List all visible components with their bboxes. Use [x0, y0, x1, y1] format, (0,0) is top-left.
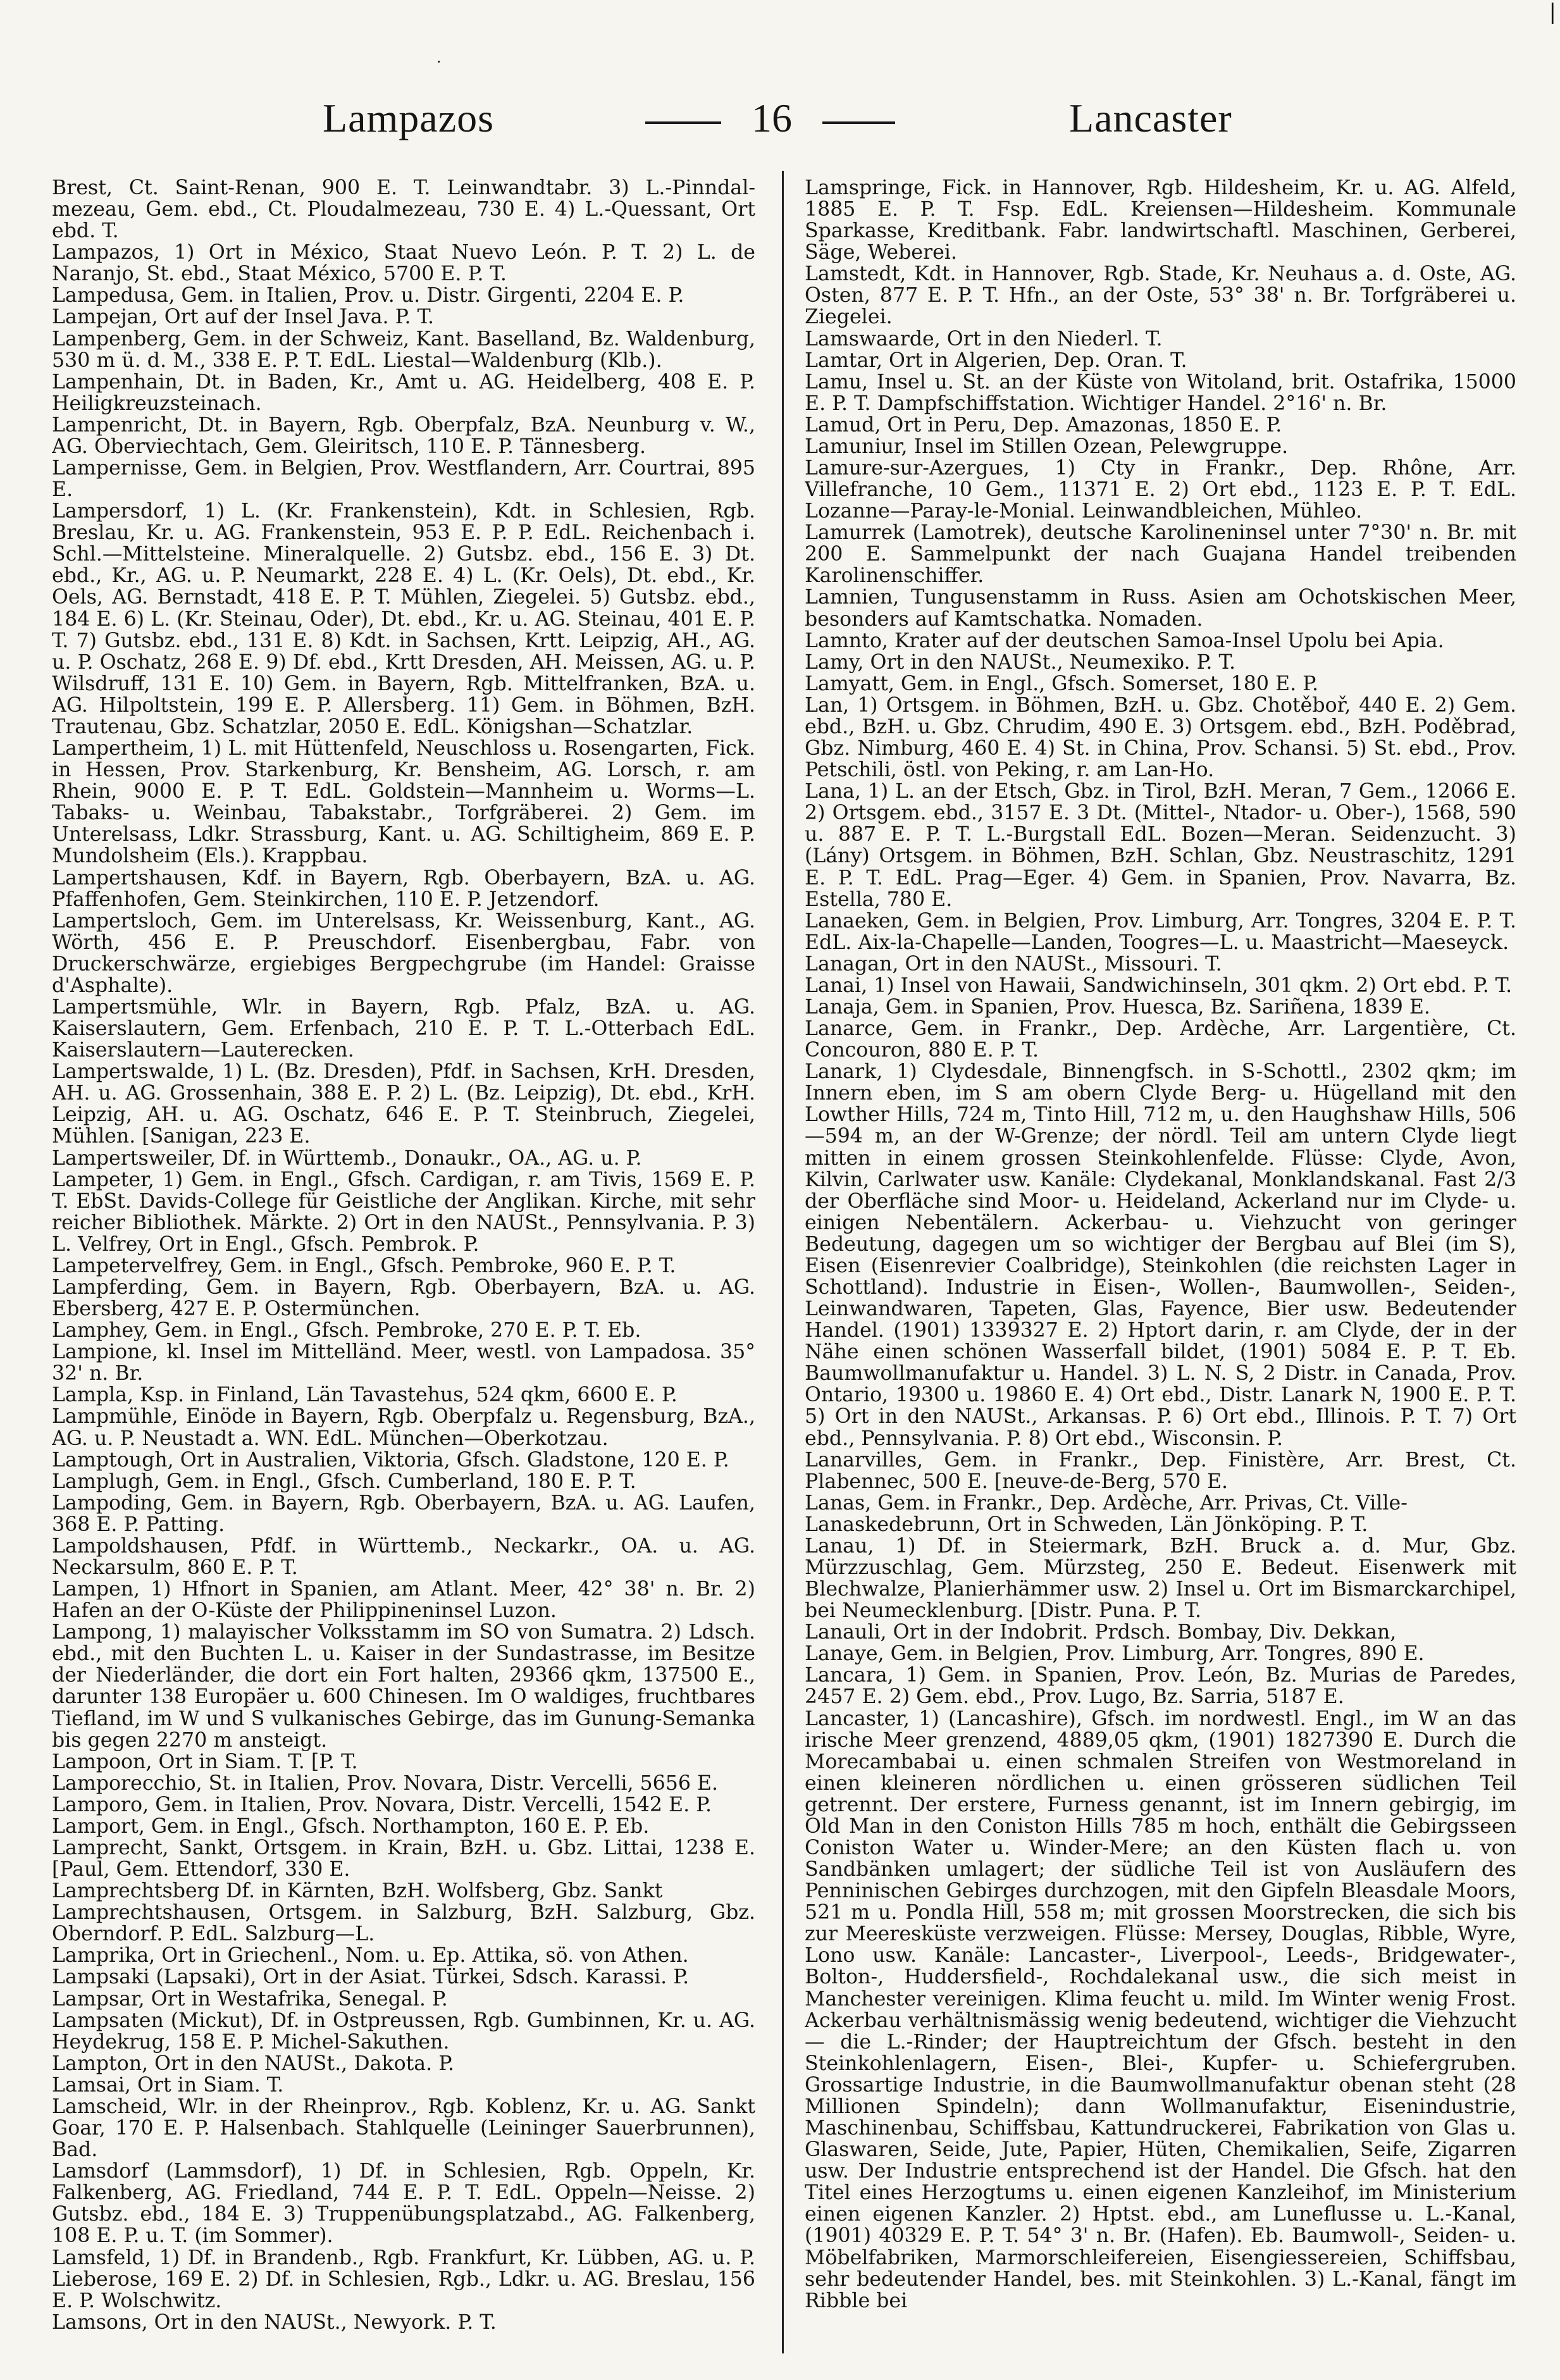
dictionary-entry: Lampla, Ksp. in Finland, Län Tavastehus, 524 qkm, 6600 E. P. — [52, 1384, 678, 1407]
dictionary-entry: Lamud, Ort in Peru, Dep. Amazonas, 1850 E. P. — [805, 413, 1282, 437]
dictionary-entry: Lamyatt, Gem. in Engl., Gfsch. Somerset, 180 E. P. — [805, 672, 1319, 695]
dictionary-entry: Lamnto, Krater auf der deutschen Samoa-Insel Upolu bei Apia. — [805, 629, 1444, 652]
dictionary-entry: Lampton, Ort in den NAUSt., Dakota. P. — [52, 2052, 455, 2075]
running-head-first-entry: Lampazos — [323, 96, 494, 140]
dictionary-entry: Lamnien, Tungusenstamm in Russ. Asien am Ochotskischen Meer, besonders auf Kamtschatka. Nomaden. — [805, 586, 1516, 631]
dictionary-entry: Lan, 1) Ortsgem. in Böhmen, BzH. u. Gbz. Chotěboř, 440 E. 2) Gem. ebd., BzH. u. Gbz. Chrudim, 490 E. 3) Ortsgem. ebd., BzH. Poděbrad, Gbz. Nimburg, 460 E. 4) St. in China, Prov. Schansi. 5) St. ebd., Prov. Petschili, östl. von Peking, r. am Lan-Ho. — [805, 693, 1516, 782]
dictionary-entry: Lanaye, Gem. in Belgien, Prov. Limburg, Arr. Tongres, 890 E. — [805, 1642, 1425, 1666]
dictionary-entry: Lampione, kl. Insel im Mittelländ. Meer, westl. von Lampadosa. 35° 32' n. Br. — [52, 1341, 755, 1385]
dictionary-entry: Lamporecchio, St. in Italien, Prov. Novara, Distr. Vercelli, 5656 E. — [52, 1771, 719, 1795]
dictionary-entry: Lampersdorf, 1) L. (Kr. Frankenstein), Kdt. in Schlesien, Rgb. Breslau, Kr. u. AG. Frankenstein, 953 E. P. P. EdL. Reichenbach i. Schl.—Mittelsteine. Mineralquelle. 2) Gutsbz. ebd., 156 E. 3) Dt. ebd., Kr., AG. u. P. Neumarkt, 228 E. 4) L. (Kr. Oels), Dt. ebd., Kr. Oels, AG. Bernstadt, 418 E. P. T. Mühlen, Ziegelei. 5) Gutsbz. ebd., 184 E. 6) L. (Kr. Steinau, Oder), Dt. ebd., Kr. u. AG. Steinau, 401 E. P. T. 7) Gutsbz. ebd., 131 E. 8) Kdt. in Sachsen, Krtt. Leipzig, AH., AG. u. P. Oschatz, 268 E. 9) Df. ebd., Krtt Dresden, AH. Meissen, AG. u. P. Wilsdruff, 131 E. 10) Gem. in Bayern, Rgb. Mittelfranken, BzA. u. AG. Hilpoltstein, 199 E. P. Allersberg. 11) Gem. in Böhmen, BzH. Trautenau, Gbz. Schatzlar, 2050 E. EdL. Königshan—Schatzlar. — [52, 500, 755, 738]
dictionary-entry: Lampetervelfrey, Gem. in Engl., Gfsch. Pembroke, 960 E. P. T. — [52, 1254, 676, 1277]
dictionary-entry: Lana, 1) L. an der Etsch, Gbz. in Tirol, BzH. Meran, 7 Gem., 12066 E. 2) Ortsgem. ebd., 3157 E. 3 Dt. (Mittel-, Ntador- u. Ober-), 1568, 590 u. 887 E. P. T. L.-Burgstall EdL. Bozen—Meran. Seidenzucht. 3) (Lány) Ortsgem. in Böhmen, BzH. Schlan, Gbz. Neustraschitz, 1291 E. P. T. EdL. Prag—Eger. 4) Gem. in Spanien, Prov. Navarra, Bz. Estella, 780 E. — [805, 780, 1516, 911]
dictionary-entry: Lamsdorf (Lammsdorf), 1) Df. in Schlesien, Rgb. Oppeln, Kr. Falkenberg, AG. Friedland, 744 E. P. T. EdL. Oppeln—Neisse. 2) Gutsbz. ebd., 184 E. 3) Truppenübungsplatzabd., AG. Falkenberg, 108 E. P. u. T. (im Sommer). — [52, 2160, 755, 2248]
dictionary-entry: Lamstedt, Kdt. in Hannover, Rgb. Stade, Kr. Neuhaus a. d. Oste, AG. Osten, 877 E. P. T. Hfn., an der Oste, 53° 38' n. Br. Torfgräberei u. Ziegelei. — [805, 263, 1516, 329]
dictionary-entry: Lanagan, Ort in den NAUSt., Missouri. T. — [805, 952, 1222, 976]
dictionary-entry: Lampazos, 1) Ort in México, Staat Nuevo León. P. T. 2) L. de Naranjo, St. ebd., Staat México, 5700 E. P. T. — [52, 241, 755, 286]
dictionary-entry: Lampertsloch, Gem. im Unterelsass, Kr. Weissenburg, Kant., AG. Wörth, 456 E. P. Preuschdorf. Eisenbergbau, Fabr. von Druckerschwärze, ergiebiges Bergpechgrube (im Handel: Graisse d'Asphalte). — [52, 909, 755, 997]
dictionary-entry: Lamprechtshausen, Ortsgem. in Salzburg, BzH. Salzburg, Gbz. Oberndorf. P. EdL. Salzburg—L. — [52, 1901, 755, 1946]
dictionary-entry: Lanarce, Gem. in Frankr., Dep. Ardèche, Arr. Largentière, Ct. Concouron, 880 E. P. T. — [805, 1017, 1516, 1062]
corner-mark: | — [1549, 0, 1556, 25]
dictionary-entry: Lampoldshausen, Pfdf. in Württemb., Neckarkr., OA. u. AG. Neckarsulm, 860 E. P. T. — [52, 1534, 755, 1579]
dictionary-entry: Lanaeken, Gem. in Belgien, Prov. Limburg, Arr. Tongres, 3204 E. P. T. EdL. Aix-la-Chapelle—Landen, Toogres—L. u. Maastricht—Maeseyck. — [805, 909, 1516, 954]
dictionary-entry: Lamprika, Ort in Griechenl., Nom. u. Ep. Attika, sö. von Athen. — [52, 1944, 689, 1968]
right-column — [805, 177, 1516, 2353]
dictionary-entry: Lampertheim, 1) L. mit Hüttenfeld, Neuschloss u. Rosengarten, Fick. in Hessen, Prov. Starkenburg, Kr. Bensheim, AG. Lorsch, r. am Rhein, 9000 E. P. T. EdL. Goldstein—Mannheim u. Worms—L. Tabaks- u. Weinbau, Tabakstabr., Torfgräberei. 2) Gem. im Unterelsass, Ldkr. Strassburg, Kant. u. AG. Schiltigheim, 869 E. P. Mundolsheim (Els.). Krappbau. — [52, 737, 755, 868]
dictionary-entry: Lanaskedebrunn, Ort in Schweden, Län Jönköping. P. T. — [805, 1513, 1368, 1536]
running-head-last-entry: Lancaster — [1069, 96, 1232, 140]
dictionary-entry: Lamsai, Ort in Siam. T. — [52, 2073, 284, 2097]
dictionary-entry: Lamy, Ort in den NAUSt., Neumexiko. P. T. — [805, 650, 1235, 674]
dictionary-entry: Lamsfeld, 1) Df. in Brandenb., Rgb. Frankfurt, Kr. Lübben, AG. u. P. Lieberose, 169 E. 2) Df. in Schlesien, Rgb., Ldkr. u. AG. Breslau, 156 E. P. Wolschwitz. — [52, 2246, 755, 2312]
page-header — [0, 95, 1560, 164]
dictionary-entry: Lampsaten (Mickut), Df. in Ostpreussen, Rgb. Gumbinnen, Kr. u. AG. Heydekrug, 158 E. P. Michel-Sakuthen. — [52, 2009, 755, 2054]
dictionary-entry: Lanau, 1) Df. in Steiermark, BzH. Bruck a. d. Mur, Gbz. Mürzzuschlag, Gem. Mürzsteg, 250 E. Bedeut. Eisenwerk mit Blechwalze, Planierhämmer usw. 2) Insel u. Ort im Bismarckarchipel, bei Neumecklenburg. [Distr. Puna. P. T. — [805, 1534, 1516, 1623]
dictionary-entry: Lamporo, Gem. in Italien, Prov. Novara, Distr. Vercelli, 1542 E. P. — [52, 1793, 712, 1816]
stray-dot-mark: · — [436, 53, 442, 71]
dictionary-entry: Lamurrek (Lamotrek), deutsche Karolineninsel unter 7°30' n. Br. mit 200 E. Sammelpunkt der nach Guajana Handel treibenden Karolinenschiffer. — [805, 521, 1516, 588]
column-divider — [782, 171, 784, 2353]
dictionary-entry: Lamure-sur-Azergues, 1) Cty in Frankr., Dep. Rhône, Arr. Villefranche, 10 Gem., 11371 E. 2) Ort ebd., 1123 E. P. T. EdL. Lozanne—Paray-le-Monial. Leinwandbleichen, Mühleo. — [805, 457, 1516, 523]
dictionary-entry: Lamprechtsberg Df. in Kärnten, BzH. Wolfsberg, Gbz. Sankt — [52, 1880, 663, 1903]
dictionary-entry: Lamsons, Ort in den NAUSt., Newyork. P. T. — [52, 2310, 497, 2334]
dictionary-entry: Lamport, Gem. in Engl., Gfsch. Northampton, 160 E. P. Eb. — [52, 1814, 650, 1838]
dictionary-entry: Lampenhain, Dt. in Baden, Kr., Amt u. AG. Heidelberg, 408 E. P. Heiligkreuzsteinach. — [52, 370, 755, 415]
dictionary-entry: Lanarvilles, Gem. in Frankr., Dep. Finistère, Arr. Brest, Ct. Plabennec, 500 E. [neuve-de-Berg, 570 E. — [805, 1448, 1516, 1493]
dictionary-entry: Lampedusa, Gem. in Italien, Prov. u. Distr. Girgenti, 2204 E. P. — [52, 284, 684, 307]
dictionary-entry: Lancaster, 1) (Lancashire), Gfsch. im nordwestl. Engl., im W an das irische Meer grenzend, 4889,05 qkm, (1901) 1827390 E. Durch die Morecambabai u. einen schmalen Streifen von Westmoreland in einen kleineren nördlichen u. einen grösseren südlichen Teil getrennt. Der erstere, Furness genannt, ist im Innern gebirgig, im Old Man in den Coniston Hills 785 m hoch, enthält die Gebirgsseen Coniston Water u. Winder-Mere; an den Küsten flach u. von Sandbänken umlagert; der südliche Teil ist von Ausläufern des Penninischen Gebirges durchzogen, mit den Gipfeln Bleasdale Moors, 521 m u. Pondla Hill, 558 m; mit grossen Moorstrecken, die sich bis zur Meeresküste verzweigen. Flüsse: Mersey, Douglas, Ribble, Wyre, Lono usw. Kanäle: Lancaster-, Liverpool-, Leeds-, Bridgewater-, Bolton-, Huddersfield-, Rochdalekanal usw., die sich meist in Manchester vereinigen. Klima feucht u. mild. Im Winter wenig Frost. Ackerbau verhältnismässig wenig bedeutend, wichtiger die Viehzucht — die L.-Rinder; der Hauptreichtum der Gfsch. besteht in den Steinkohlenlagern, Eisen-, Blei-, Kupfer- u. Schiefergruben. Grossartige Industrie, in die Baumwollmanufaktur obenan steht (28 Millionen Spindeln); dann Wollmanufaktur, Eisenindustrie, Maschinenbau, Schiffsbau, Kattundruckerei, Fabrikation von Glas u. Glaswaren, Seide, Jute, Papier, Hüten, Chemikalien, Seife, Zigarren usw. Der Industrie entsprechend ist der Handel. Die Gfsch. hat den Titel eines Herzogtums u. einen eigenen Kanzleihof, im Ministerium einen eigenen Kanzler. 2) Hptst. ebd., am Luneflusse u. L.-Kanal, (1901) 40329 E. P. T. 54° 3' n. Br. (Hafen). Eb. Baumwoll-, Seiden- u. Möbelfabriken, Marmorschleifereien, Eisengiessereien, Schiffsbau, sehr bedeutender Handel, bes. mit Steinkohlen. 3) L.-Kanal, fängt im Ribble bei — [805, 1707, 1516, 2312]
header-rule-right — [822, 121, 895, 124]
dictionary-entry: Lanark, 1) Clydesdale, Binnengfsch. in S-Schottl., 2302 qkm; im Innern eben, im S am obern Clyde Berg- u. Hügelland mit den Lowther Hills, 724 m, Tinto Hill, 712 m, u. den Haughshaw Hills, 506—594 m, an der W-Grenze; der nördl. Teil am untern Clyde liegt mitten in einem grossen Steinkohlenfelde. Flüsse: Clyde, Avon, Kilvin, Carlwater usw. Kanäle: Clydekanal, Monklandskanal. Fast 2/3 der Oberfläche sind Moor- u. Heideland, Ackerland nur im Clyde- u. einigen Nebentälern. Ackerbau- u. Viehzucht von geringer Bedeutung, dagegen um so wichtiger der Bergbau auf Blei (im S), Eisen (Eisenrevier Coalbridge), Steinkohlen (die reichsten Lager in Schottland). Industrie in Eisen-, Wollen-, Baumwollen-, Seiden-, Leinwandwaren, Tapeten, Glas, Fayence, Bier usw. Bedeutender Handel. (1901) 1339327 E. 2) Hptort darin, r. am Clyde, der in der Nähe einen schönen Wasserfall bildet, (1901) 5084 E. P. T. Eb. Baumwollmanufaktur u. Handel. 3) L. N. S, 2 Distr. in Canada, Prov. Ontario, 19300 u. 19860 E. 4) Ort ebd., Distr. Lanark N, 1900 E. P. T. 5) Ort in den NAUSt., Arkansas. P. 6) Ort ebd., Illinois. P. T. 7) Ort ebd., Pennsylvania. P. 8) Ort ebd., Wisconsin. P. — [805, 1060, 1516, 1450]
dictionary-entry: Lampertswalde, 1) L. (Bz. Dresden), Pfdf. in Sachsen, KrH. Dresden, AH. u. AG. Grossenhain, 388 E. P. 2) L. (Bz. Leipzig), Dt. ebd., KrH. Leipzig, AH. u. AG. Oschatz, 646 E. P. T. Steinbruch, Ziegelei, Mühlen. [Sanigan, 223 E. — [52, 1060, 755, 1148]
dictionary-entry: Lampsar, Ort in Westafrika, Senegal. P. — [52, 1987, 448, 2011]
left-column — [52, 177, 755, 2353]
dictionary-entry: Lampertshausen, Kdf. in Bayern, Rgb. Oberbayern, BzA. u. AG. Pfaffenhofen, Gem. Steinkirchen, 110 E. P. Jetzendorf. — [52, 866, 755, 911]
dictionary-entry: Lanas, Gem. in Frankr., Dep. Ardèche, Arr. Privas, Ct. Ville- — [805, 1491, 1408, 1515]
dictionary-entry: Lamu, Insel u. St. an der Küste von Witoland, brit. Ostafrika, 15000 E. P. T. Dampfschiffstation. Wichtiger Handel. 2°16' n. Br. — [805, 370, 1516, 415]
dictionary-entry: Lamptough, Ort in Australien, Viktoria, Gfsch. Gladstone, 120 E. P. — [52, 1448, 729, 1472]
dictionary-entry: Lanauli, Ort in der Indobrit. Prdsch. Bombay, Div. Dekkan, — [805, 1621, 1397, 1644]
dictionary-entry: Lamplugh, Gem. in Engl., Gfsch. Cumberland, 180 E. P. T. — [52, 1470, 636, 1493]
header-rule-left — [645, 121, 721, 124]
dictionary-entry: Lampmühle, Einöde in Bayern, Rgb. Oberpfalz u. Regensburg, BzA., AG. u. P. Neustadt a. WN. EdL. München—Oberkotzau. — [52, 1405, 755, 1450]
dictionary-entry: Lampenberg, Gem. in der Schweiz, Kant. Baselland, Bz. Waldenburg, 530 m ü. d. M., 338 E. P. T. EdL. Liestal—Waldenburg (Klb.). — [52, 327, 755, 372]
dictionary-entry: Lanai, 1) Insel von Hawaii, Sandwichinseln, 301 qkm. 2) Ort ebd. P. T. — [805, 974, 1513, 997]
dictionary-entry: Lamspringe, Fick. in Hannover, Rgb. Hildesheim, Kr. u. AG. Alfeld, 1885 E. P. T. Fsp. EdL. Kreiensen—Hildesheim. Kommunale Sparkasse, Kreditbank. Fabr. landwirtschaftl. Maschinen, Gerberei, Säge, Weberei. — [805, 177, 1516, 264]
dictionary-entry: Lamphey, Gem. in Engl., Gfsch. Pembroke, 270 E. P. T. Eb. — [52, 1319, 641, 1342]
dictionary-entry: Brest, Ct. Saint-Renan, 900 E. T. Leinwandtabr. 3) L.-Pinndal-mezeau, Gem. ebd., Ct. Ploudalmezeau, 730 E. 4) L.-Quessant, Ort ebd. T. — [52, 177, 755, 243]
dictionary-entry: Lamuniur, Insel im Stillen Ozean, Pelewgruppe. — [805, 435, 1289, 458]
dictionary-entry: Lanaja, Gem. in Spanien, Prov. Huesca, Bz. Sariñena, 1839 E. — [805, 995, 1430, 1019]
dictionary-entry: Lamprecht, Sankt, Ortsgem. in Krain, BzH. u. Gbz. Littai, 1238 E. [Paul, Gem. Ettendorf, 330 E. — [52, 1837, 755, 1881]
dictionary-entry: Lamswaarde, Ort in den Niederl. T. — [805, 327, 1163, 350]
page-number: 16 — [752, 96, 792, 140]
dictionary-entry: Lamtar, Ort in Algerien, Dep. Oran. T. — [805, 349, 1187, 372]
dictionary-entry: Lancara, 1) Gem. in Spanien, Prov. León, Bz. Murias de Paredes, 2457 E. 2) Gem. ebd., Prov. Lugo, Bz. Sarria, 5187 E. — [805, 1664, 1516, 1709]
dictionary-entry: Lampenricht, Dt. in Bayern, Rgb. Oberpfalz, BzA. Neunburg v. W., AG. Oberviechtach, Gem. Gleiritsch, 110 E. P. Tännesberg. — [52, 413, 755, 458]
dictionary-entry: Lampeter, 1) Gem. in Engl., Gfsch. Cardigan, r. am Tivis, 1569 E. P. T. EbSt. Davids-College für Geistliche der Anglikan. Kirche, mit sehr reicher Bibliothek. Märkte. 2) Ort in den NAUSt., Pennsylvania. P. 3) L. Velfrey, Ort in Engl., Gfsch. Pembrok. P. — [52, 1168, 755, 1256]
dictionary-entry: Lampferding, Gem. in Bayern, Rgb. Oberbayern, BzA. u. AG. Ebersberg, 427 E. P. Ostermünchen. — [52, 1275, 755, 1321]
dictionary-entry: Lampejan, Ort auf der Insel Java. P. T. — [52, 306, 435, 329]
dictionary-entry: Lampertsweiler, Df. in Württemb., Donaukr., OA., AG. u. P. — [52, 1146, 642, 1170]
dictionary-entry: Lampen, 1) Hfnort in Spanien, am Atlant. Meer, 42° 38' n. Br. 2) Hafen an der O-Küste der Philippineninsel Luzon. — [52, 1578, 755, 1623]
dictionary-entry: Lampernisse, Gem. in Belgien, Prov. Westflandern, Arr. Courtrai, 895 E. — [52, 457, 755, 502]
dictionary-entry: Lamscheid, Wlr. in der Rheinprov., Rgb. Koblenz, Kr. u. AG. Sankt Goar, 170 E. P. Halsenbach. Stahlquelle (Leininger Sauerbrunnen), Bad. — [52, 2095, 755, 2162]
dictionary-entry: Lampoding, Gem. in Bayern, Rgb. Oberbayern, BzA. u. AG. Laufen, 368 E. P. Patting. — [52, 1491, 755, 1536]
dictionary-entry: Lampong, 1) malayischer Volksstamm im SO von Sumatra. 2) Ldsch. ebd., mit den Buchten L. u. Kaiser in der Sundastrasse, im Besitze der Niederländer, die dort ein Fort halten, 29366 qkm, 137500 E., darunter 138 Europäer u. 600 Chinesen. Im O waldiges, fruchtbares Tiefland, im W und S vulkanisches Gebirge, das im Gunung-Semanka bis gegen 2270 m ansteigt. — [52, 1621, 755, 1752]
dictionary-entry: Lampertsmühle, Wlr. in Bayern, Rgb. Pfalz, BzA. u. AG. Kaiserslautern, Gem. Erfenbach, 210 E. P. T. L.-Otterbach EdL. Kaiserslautern—Lauterecken. — [52, 995, 755, 1062]
dictionary-entry: Lampsaki (Lapsaki), Ort in der Asiat. Türkei, Sdsch. Karassi. P. — [52, 1966, 690, 1989]
dictionary-entry: Lampoon, Ort in Siam. T. [P. T. — [52, 1750, 358, 1773]
